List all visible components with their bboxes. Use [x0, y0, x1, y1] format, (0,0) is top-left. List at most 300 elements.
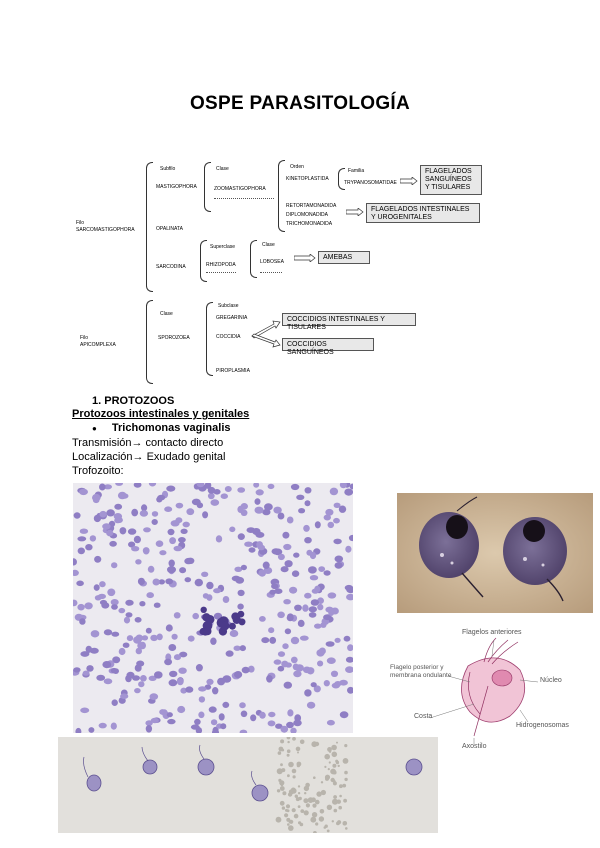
smear-cell — [104, 678, 113, 684]
smear-cell — [314, 624, 322, 629]
smear-cell — [206, 582, 213, 589]
smear-cell — [317, 604, 323, 610]
label-flagelos-anteriores: Flagelos anteriores — [462, 629, 522, 636]
label-hidrogenosomas: Hidrogenosomas — [516, 722, 569, 729]
debris-particle — [287, 741, 289, 743]
section-heading: 1. PROTOZOOS — [92, 395, 175, 407]
smear-cell — [287, 709, 293, 716]
debris-particle — [277, 768, 283, 774]
smear-cell — [294, 605, 302, 611]
smear-cell — [168, 529, 175, 535]
smear-cell — [99, 511, 106, 518]
smear-cluster-cell — [203, 627, 211, 635]
smear-cell — [194, 719, 201, 725]
smear-cell — [169, 560, 175, 567]
smear-cell — [349, 535, 353, 541]
familia-label: Familia — [348, 168, 365, 174]
smear-cell — [293, 553, 299, 558]
smear-cell — [310, 552, 316, 559]
debris-particle — [285, 809, 288, 812]
smear-cell — [274, 659, 282, 664]
smear-cell — [107, 589, 115, 597]
debris-particle — [325, 825, 328, 828]
smear-cell — [99, 581, 106, 587]
smear-cell — [150, 693, 159, 700]
smear-cell — [164, 659, 172, 666]
smear-cell — [222, 702, 229, 708]
debris-particle — [295, 795, 298, 798]
smear-cell — [305, 500, 311, 506]
smear-cell — [104, 629, 112, 635]
smear-cell — [134, 688, 141, 693]
smear-cell — [119, 648, 126, 655]
smear-cell — [344, 636, 351, 642]
debris-particle — [332, 820, 334, 822]
smear-cell — [240, 730, 248, 733]
clase2: LOBOSEA — [260, 259, 284, 265]
debris-particle — [311, 797, 316, 802]
smear-cell — [287, 517, 294, 524]
debris-particle — [297, 752, 299, 754]
smear-cell — [73, 558, 77, 565]
smear-cell — [255, 532, 264, 538]
smear-cell — [137, 642, 144, 649]
debris-particle — [332, 799, 338, 805]
smear-cell — [316, 649, 324, 656]
debris-particle — [303, 798, 308, 803]
smear-cell — [94, 556, 101, 563]
smear-cell — [278, 651, 285, 657]
smear-cell — [185, 686, 193, 692]
subclase-brace — [206, 302, 213, 376]
smear-cell — [83, 671, 90, 676]
smear-cell — [211, 499, 220, 506]
debris-particle — [282, 806, 285, 809]
smear-cell — [237, 604, 243, 610]
smear-cell — [135, 559, 141, 564]
smear-cell — [253, 483, 259, 488]
subclase1: GREGARINIA — [216, 315, 248, 321]
smear-micrograph — [73, 483, 353, 733]
smear-cell — [88, 727, 94, 733]
debris-particle — [310, 817, 316, 823]
smear-cell — [195, 579, 203, 587]
debris-particle — [339, 784, 343, 788]
smear-cluster-cell — [202, 613, 210, 621]
debris-particle — [342, 784, 346, 788]
debris-particle — [345, 827, 348, 830]
smear-cell — [156, 540, 164, 547]
smear-cell — [143, 527, 151, 532]
debris-particle — [333, 781, 337, 785]
smear-cell — [186, 508, 194, 515]
smear-cell — [118, 608, 125, 613]
smear-cell — [241, 711, 248, 718]
debris-particle — [276, 817, 282, 823]
smear-cell — [278, 513, 285, 520]
smear-cell — [74, 512, 81, 518]
smear-cell — [272, 548, 281, 554]
debris-particle — [278, 779, 281, 782]
smear-cell — [84, 602, 92, 609]
smear-cell — [128, 528, 136, 534]
smear-cell — [177, 706, 185, 713]
smear-cell — [131, 509, 138, 517]
smear-cell — [304, 593, 311, 599]
smear-cell — [148, 566, 155, 573]
bullet-text: Trichomonas vaginalis — [111, 422, 231, 434]
smear-cell — [174, 612, 181, 618]
smear-cell — [247, 527, 256, 533]
smear-cell — [317, 661, 323, 667]
smear-cell — [340, 711, 349, 718]
smear-cell — [266, 675, 273, 683]
smear-cell — [77, 604, 84, 611]
smear-cell — [335, 556, 344, 563]
smear-cell — [149, 483, 156, 487]
smear-cell — [217, 678, 225, 686]
smear-cell — [241, 503, 248, 510]
orden-brace — [278, 160, 285, 232]
smear-cell — [203, 593, 209, 599]
smear-cell — [102, 523, 110, 529]
smear-cell — [99, 723, 107, 729]
smear-cell — [152, 519, 158, 525]
smear-cell — [308, 566, 317, 573]
smear-cell — [206, 679, 213, 685]
smear-cell — [305, 487, 312, 493]
smear-cell — [264, 503, 273, 510]
smear-cell — [332, 683, 340, 689]
smear-cell — [255, 498, 261, 505]
subphylum-label: Subfilo — [160, 166, 176, 172]
smear-cell — [167, 719, 175, 724]
smear-cell — [165, 578, 173, 584]
orden-label: Orden — [290, 164, 304, 170]
smear-cell — [312, 589, 319, 594]
smear-cell — [281, 726, 289, 733]
smear-cell — [226, 650, 234, 656]
smear-cell — [157, 495, 165, 501]
familia-brace — [338, 168, 345, 190]
arrow-4 — [250, 318, 282, 350]
smear-cell — [327, 657, 336, 664]
debris-particle — [313, 776, 316, 779]
smear-cell — [274, 588, 282, 594]
debris-particle — [292, 808, 296, 812]
smear-cell — [96, 675, 105, 681]
box-amebas: AMEBAS — [318, 251, 370, 264]
smear-cell — [256, 489, 264, 495]
smear-cell — [223, 596, 230, 603]
smear-cell — [150, 635, 158, 641]
smear-cell — [196, 664, 203, 671]
debris-particle — [298, 785, 300, 787]
debris-particle — [333, 771, 337, 775]
smear-cell — [328, 522, 335, 528]
smear-cell — [282, 643, 288, 649]
smear-cluster-cell — [229, 623, 236, 630]
smear-cell — [192, 613, 199, 619]
smear-cell — [307, 702, 315, 709]
superclase-brace — [200, 240, 207, 282]
smear-cell — [219, 713, 225, 720]
wet-mount-image — [58, 737, 438, 833]
debris-particle — [306, 803, 310, 807]
smear-cell — [79, 489, 88, 495]
debris-particle — [292, 737, 296, 741]
smear-cell — [126, 612, 133, 617]
debris-particle — [279, 747, 284, 752]
smear-cell — [167, 712, 173, 717]
debris-particle — [297, 762, 302, 767]
smear-cell — [237, 487, 245, 493]
smear-cell — [277, 612, 285, 619]
smear-cell — [293, 720, 302, 727]
smear-cell — [271, 583, 278, 589]
debris-particle — [287, 823, 290, 826]
subclase3: PIROPLASMIA — [216, 368, 250, 374]
smear-cell — [146, 725, 152, 733]
smear-cell — [152, 511, 158, 517]
smear-cell — [324, 570, 331, 575]
debris-particle — [281, 784, 283, 786]
smear-cell — [139, 601, 145, 606]
debris-particle — [335, 760, 338, 763]
dotted-line-3 — [260, 272, 282, 273]
debris-particle — [288, 825, 294, 831]
smear-cell — [345, 546, 351, 553]
smear-cell — [174, 546, 183, 552]
smear-cell — [101, 602, 109, 608]
smear-cell — [304, 689, 311, 696]
smear-cell — [140, 510, 148, 517]
debris-particle — [320, 809, 325, 814]
smear-cell — [85, 544, 92, 550]
smear-cell — [273, 507, 281, 514]
smear-cell — [208, 493, 215, 499]
smear-cell — [303, 525, 310, 532]
smear-cell — [111, 604, 118, 610]
smear-cell — [164, 506, 172, 512]
smear-cell — [176, 503, 184, 509]
smear-cell — [239, 702, 246, 708]
smear-cell — [211, 719, 217, 725]
smear-cell — [249, 547, 256, 552]
smear-cell — [225, 486, 232, 492]
smear-cell — [111, 562, 117, 568]
smear-cell — [198, 686, 206, 691]
smear-cell — [344, 489, 353, 496]
smear-cell — [210, 638, 216, 645]
smear-cell — [111, 723, 117, 730]
smear-cell — [161, 709, 167, 715]
box-flagelados-intestinales: FLAGELADOS INTESTINALES Y UROGENITALES — [366, 203, 480, 223]
smear-cell — [167, 566, 176, 573]
smear-cell — [292, 570, 299, 577]
debris-particle — [333, 795, 337, 799]
smear-cell — [287, 615, 294, 621]
smear-cell — [209, 706, 217, 712]
smear-cell — [134, 536, 141, 543]
smear-cell — [114, 504, 122, 510]
debris-particle — [288, 762, 294, 768]
superclase-label: Superclase — [210, 244, 236, 250]
label-nucleo: Núcleo — [540, 677, 562, 684]
smear-cell — [120, 493, 129, 499]
smear-cell — [136, 661, 144, 667]
smear-cell — [240, 645, 246, 651]
smear-cell — [291, 637, 299, 644]
smear-cell — [290, 728, 296, 733]
familia1: TRYPANOSOMATIDAE — [344, 180, 397, 186]
smear-cell — [99, 484, 106, 491]
smear-cell — [339, 680, 348, 686]
smear-cell — [234, 671, 242, 678]
orden3: DIPLOMONADIDA — [286, 212, 328, 218]
smear-cell — [181, 529, 188, 534]
smear-cell — [333, 518, 340, 524]
smear-cell — [216, 535, 222, 542]
label-costa: Costa — [414, 713, 433, 720]
smear-cell — [330, 488, 338, 496]
smear-cell — [212, 687, 218, 694]
debris-particle — [339, 795, 342, 798]
phylum2-brace — [146, 300, 153, 384]
label-axostilo: Axostilo — [462, 743, 487, 750]
smear-cell — [174, 654, 181, 660]
smear-cell — [324, 515, 331, 521]
arrow-2 — [346, 208, 364, 216]
smear-cell — [111, 632, 119, 637]
smear-cell — [120, 527, 127, 534]
smear-cell — [213, 588, 221, 593]
smear-cell — [238, 590, 245, 596]
page-title: OSPE PARASITOLOGÍA — [189, 93, 411, 114]
smear-cell — [178, 537, 186, 543]
smear-cell — [112, 699, 118, 706]
wet-mount-micrograph — [58, 737, 438, 833]
smear-cell — [114, 518, 121, 524]
debris-particle — [327, 805, 332, 810]
smear-cell — [263, 562, 270, 569]
smear-cell — [106, 530, 113, 537]
smear-cell — [138, 681, 144, 687]
smear-cell — [92, 494, 101, 502]
smear-cell — [283, 544, 291, 550]
subphylum2: OPALINATA — [156, 226, 183, 232]
box-coccidios-intestinales: COCCIDIOS INTESTINALES Y TISULARES — [282, 313, 416, 326]
smear-cell — [310, 575, 318, 580]
smear-cell — [220, 723, 226, 729]
smear-cell — [289, 587, 297, 594]
smear-cell — [125, 600, 133, 606]
smear-cell — [335, 562, 343, 569]
debris-particle — [337, 820, 341, 824]
debris-particle — [324, 766, 326, 768]
smear-cell — [291, 657, 298, 664]
smear-cell — [127, 635, 133, 641]
smear-cell — [328, 609, 334, 616]
debris-particle — [338, 806, 342, 810]
smear-cell — [94, 584, 100, 591]
smear-cell — [311, 599, 319, 606]
smear-cell — [259, 712, 266, 719]
smear-cell — [285, 560, 293, 567]
superclase1: RHIZOPODA — [206, 262, 236, 268]
smear-cell — [86, 646, 92, 653]
smear-cell — [339, 506, 346, 513]
smear-cell — [335, 638, 341, 643]
smear-cell — [281, 661, 288, 668]
smear-cell — [303, 667, 311, 674]
orden1: KINETOPLASTIDA — [286, 176, 329, 182]
smear-cell — [186, 558, 194, 564]
smear-cluster-cell — [238, 611, 245, 618]
smear-cell — [169, 671, 177, 677]
smear-cell — [76, 581, 84, 587]
smear-cell — [346, 594, 353, 601]
phylum1-label: Filo — [76, 220, 85, 226]
smear-cell — [79, 618, 85, 625]
subphylum1: MASTIGOPHORA — [156, 184, 197, 190]
smear-cell — [77, 536, 86, 541]
smear-cell — [136, 635, 144, 642]
smear-cell — [309, 606, 317, 612]
smear-cell — [115, 483, 123, 486]
clase-label-1: Clase — [216, 166, 229, 172]
smear-cell — [109, 541, 117, 547]
smear-cell — [261, 637, 269, 643]
smear-cell — [111, 668, 118, 673]
smear-cell — [120, 693, 128, 699]
box-coccidios-sanguineos: COCCIDIOS SANGUÍNEOS — [282, 338, 374, 351]
debris-particle — [287, 774, 290, 777]
smear-cell — [159, 550, 166, 555]
smear-cell — [256, 541, 263, 548]
smear-cell — [328, 592, 337, 598]
debris-particle — [304, 786, 309, 791]
smear-cell — [188, 636, 195, 642]
debris-particle — [287, 749, 291, 753]
debris-particle — [325, 775, 330, 780]
subphylum3: SARCODINA — [156, 264, 186, 270]
smear-cell — [298, 620, 305, 627]
smear-cell — [242, 667, 250, 674]
smear-cell — [298, 508, 305, 513]
debris-particle — [300, 809, 304, 813]
clase3: SPOROZOEA — [158, 335, 190, 341]
smear-cell — [169, 679, 178, 686]
smear-cell — [90, 535, 96, 541]
smear-cell — [80, 529, 88, 534]
smear-cell — [199, 696, 205, 702]
smear-cell — [185, 577, 192, 582]
debris-particle — [304, 792, 306, 794]
smear-cell — [73, 570, 79, 576]
dotted-line-2 — [206, 272, 236, 273]
smear-cell — [123, 643, 130, 648]
debris-particle — [343, 821, 348, 826]
smear-cell — [302, 604, 308, 611]
clase1: ZOOMASTIGOPHORA — [214, 186, 266, 192]
label-flagelo-posterior: Flagelo posterior y membrana ondulante — [390, 664, 452, 679]
smear-cell — [146, 628, 152, 634]
smear-cell — [134, 483, 142, 488]
debris-particle — [315, 822, 318, 825]
debris-particle — [344, 744, 347, 747]
smear-cell — [75, 728, 81, 733]
